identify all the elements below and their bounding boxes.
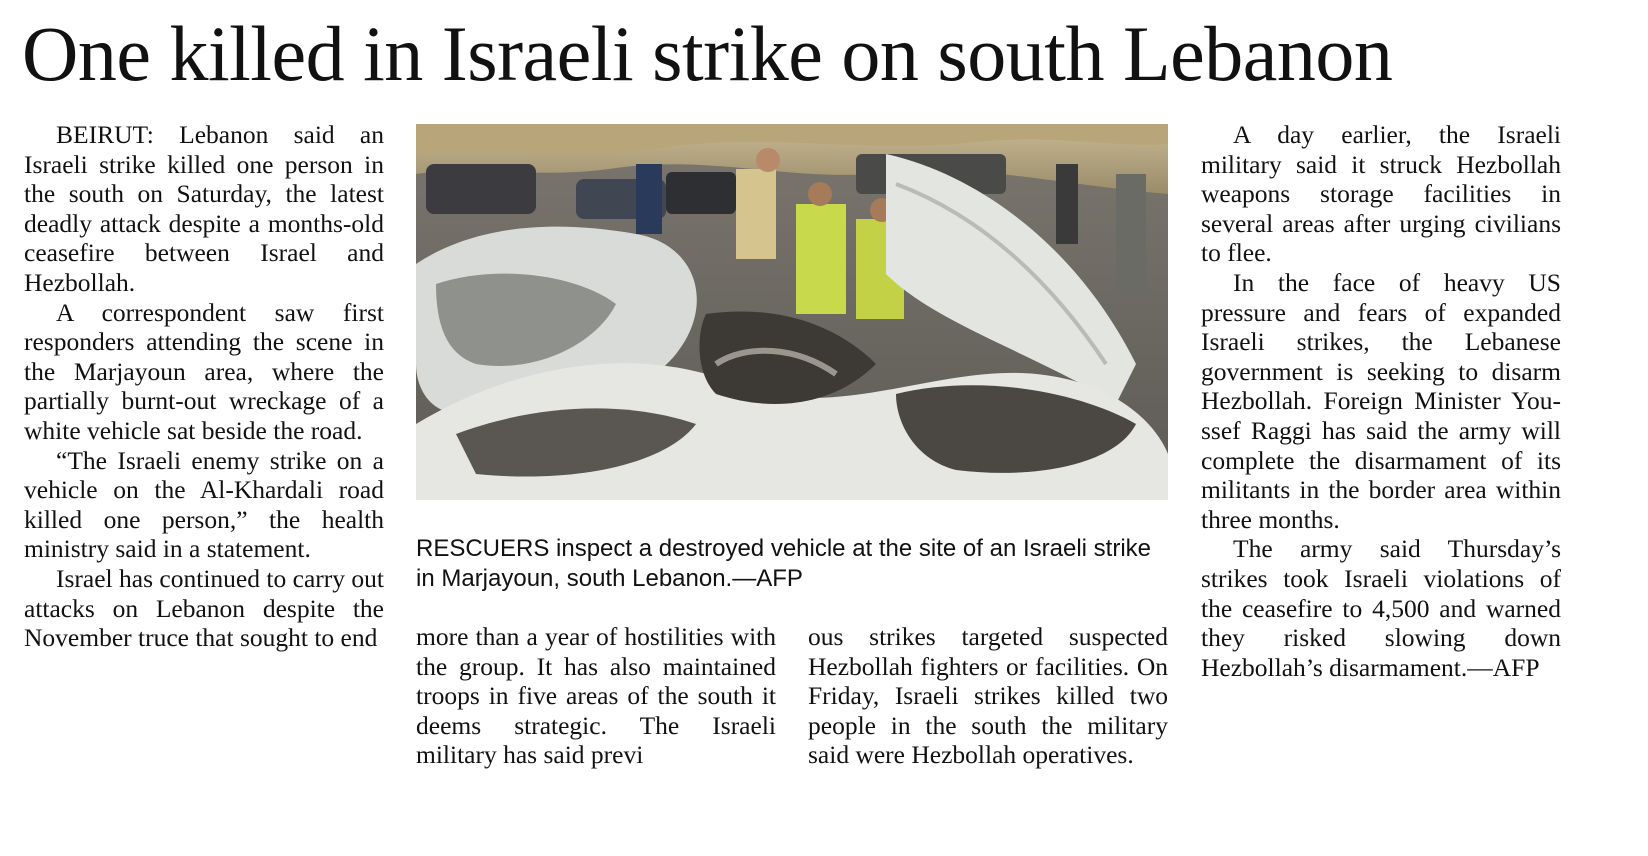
paragraph: ous strikes targeted suspected Hezbollah fighters or facilities. On Friday, Israeli strikes killed two people in the south the military said were Hezbollah operatives. bbox=[808, 622, 1168, 770]
news-photo bbox=[416, 124, 1168, 500]
paragraph: BEIRUT: Lebanon said an Israeli strike killed one person in the south on Saturday, the latest deadly attack despite a months-old ceasefire between Israel and Hezbollah. bbox=[24, 120, 384, 297]
article-column-3 bbox=[808, 622, 1168, 770]
wrecked-vehicle-photo bbox=[416, 124, 1168, 500]
article-column-2 bbox=[416, 622, 776, 770]
paragraph: The army said Thursday’s strikes took Israeli violations of the ceasefire to 4,500 and warned they risked slowing down Hezbollah’s disarmament.—AFP bbox=[1201, 534, 1561, 682]
paragraph: A correspondent saw first responders attending the scene in the Marjayoun area, where the partially burnt-out wreckage of a white vehicle sat beside the road. bbox=[24, 297, 384, 445]
paragraph: A day earlier, the Israeli military said it struck Hezbollah weapons storage facilities in several areas after urging civilians to flee. bbox=[1201, 120, 1561, 268]
paragraph: In the face of heavy US pressure and fears of expanded Israeli strikes, the Lebanese government is seeking to disarm Hezbollah. Foreign Minister Youssef Raggi has said the army will complete the disarmament of its militants in the border area within three months. bbox=[1201, 267, 1561, 534]
headline: One killed in Israeli strike on south Lebanon bbox=[22, 10, 1393, 97]
article-column-1 bbox=[24, 120, 384, 653]
paragraph: more than a year of hostilities with the group. It has also maintained troops in five areas of the south it deems strategic. The Israeli military has said previ bbox=[416, 622, 776, 770]
photo-caption: RESCUERS inspect a destroyed vehicle at the site of an Israeli strike in Marjayoun, south Lebanon.—AFP bbox=[416, 535, 1151, 592]
paragraph: “The Israeli enemy strike on a vehicle on the Al-Khardali road killed one person,” the health ministry said in a statement. bbox=[24, 445, 384, 564]
article-column-4 bbox=[1201, 120, 1561, 682]
paragraph: Israel has continued to carry out attacks on Lebanon despite the November truce that sought to end bbox=[24, 563, 384, 653]
